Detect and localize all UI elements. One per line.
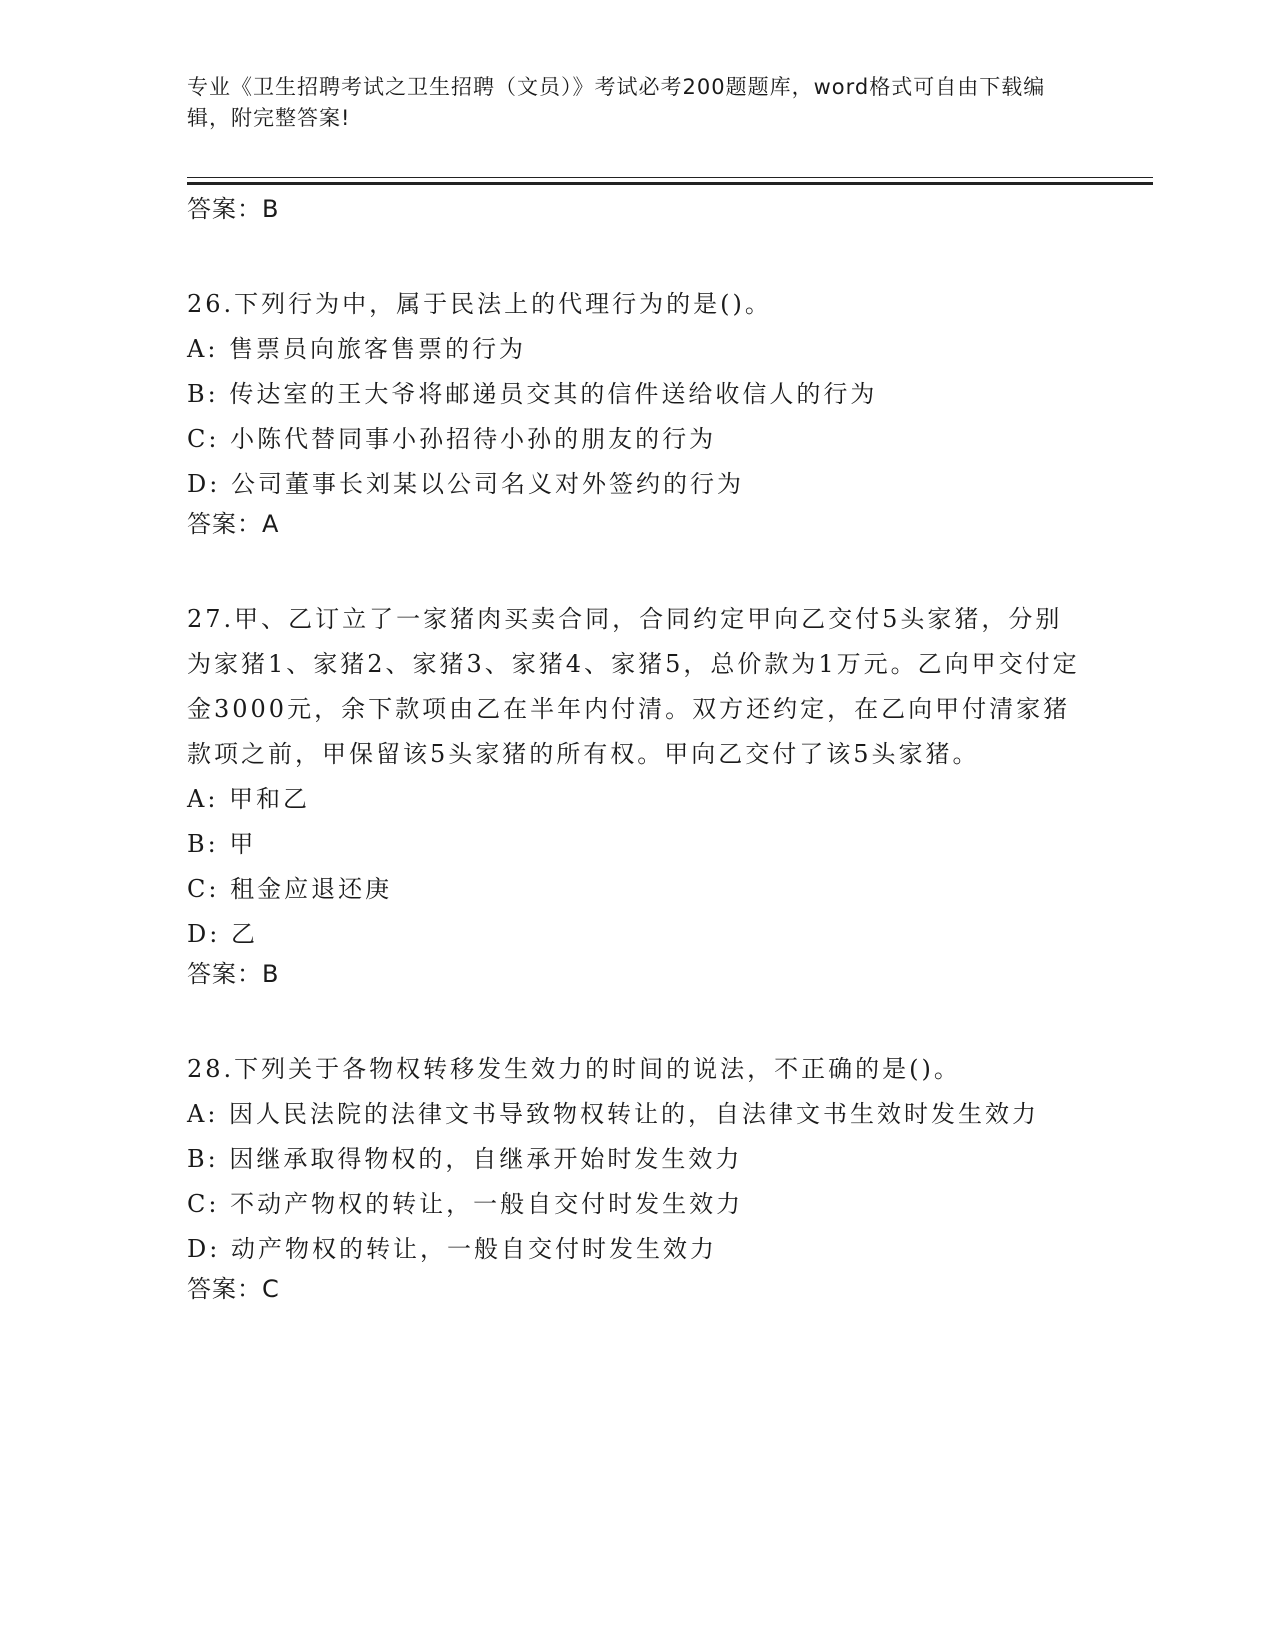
option-c: C: 小陈代替同事小孙招待小孙的朋友的行为 bbox=[187, 425, 717, 453]
option-a: A: 售票员向旅客售票的行为 bbox=[187, 335, 527, 363]
question-stem: 28.下列关于各物权转移发生效力的时间的说法，不正确的是()。 bbox=[187, 1055, 961, 1083]
option-d: D: 公司董事长刘某以公司名义对外签约的行为 bbox=[187, 470, 744, 498]
option-b: B: 传达室的王大爷将邮递员交其的信件送给收信人的行为 bbox=[187, 380, 878, 408]
option-a: A: 甲和乙 bbox=[187, 785, 311, 813]
question-list bbox=[187, 192, 1087, 1306]
question-26 bbox=[187, 282, 1087, 541]
option-b: B: 甲 bbox=[187, 830, 257, 858]
answer-line: 答案：B bbox=[187, 960, 280, 988]
header-divider-thin bbox=[187, 177, 1153, 178]
answer-line: 答案：B bbox=[187, 195, 280, 223]
option-b: B: 因继承取得物权的，自继承开始时发生效力 bbox=[187, 1145, 743, 1173]
option-d: D: 动产物权的转让，一般自交付时发生效力 bbox=[187, 1235, 717, 1263]
option-a: A: 因人民法院的法律文书导致物权转让的，自法律文书生效时发生效力 bbox=[187, 1100, 1040, 1128]
answer-line: 答案：C bbox=[187, 1275, 280, 1303]
document-header: 专业《卫生招聘考试之卫生招聘（文员）》考试必考200题题库，word格式可自由下载编辑，附完整答案! bbox=[187, 75, 1046, 130]
question-28 bbox=[187, 1047, 1087, 1306]
answer-line: 答案：A bbox=[187, 510, 280, 538]
question-stem: 26.下列行为中，属于民法上的代理行为的是()。 bbox=[187, 290, 772, 318]
question-27 bbox=[187, 597, 1087, 991]
header-divider-thick bbox=[187, 182, 1153, 185]
option-c: C: 租金应退还庚 bbox=[187, 875, 393, 903]
option-c: C: 不动产物权的转让，一般自交付时发生效力 bbox=[187, 1190, 744, 1218]
question-stem: 27.甲、乙订立了一家猪肉买卖合同，合同约定甲向乙交付5头家猪，分别为家猪1、家猪2、家猪3、家猪4、家猪5，总价款为1万元。乙向甲交付定金3000元，余下款项由乙在半年内付清。双方还约定，在乙向甲付清家猪款项之前，甲保留该5头家猪的所有权。甲向乙交付了该5头家猪。 bbox=[187, 605, 1080, 768]
option-d: D: 乙 bbox=[187, 920, 258, 948]
